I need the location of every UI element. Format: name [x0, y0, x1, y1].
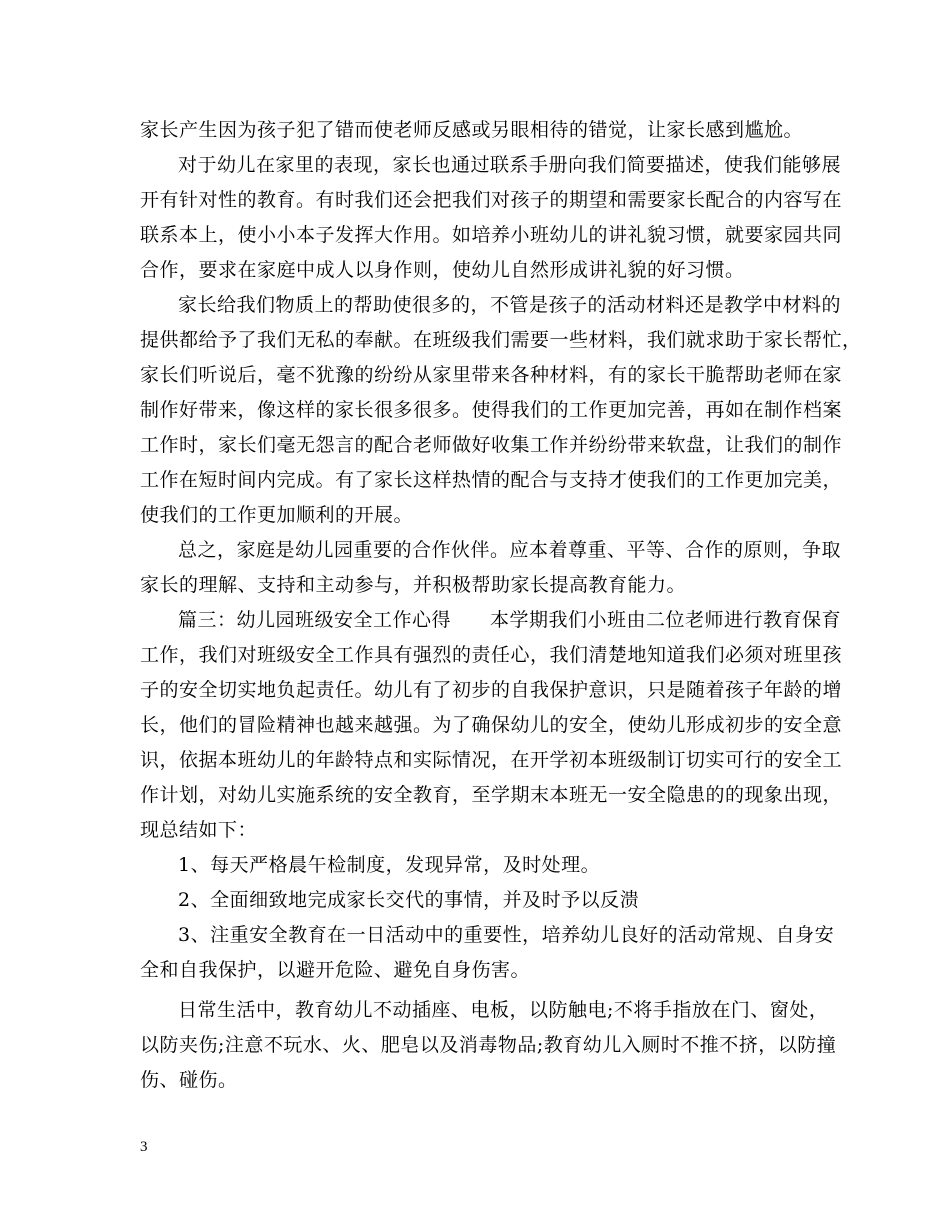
paragraph-line: 全和自我保护，以避开危险、避免自身伤害。	[140, 959, 531, 981]
paragraph-line: 现总结如下：	[140, 819, 258, 841]
list-item: 2、全面细致地完成家长交代的事情，并及时予以反溃	[178, 889, 640, 911]
paragraph-line: 日常生活中，教育幼儿不动插座、电板，以防触电;不将手指放在门、窗处，	[178, 999, 829, 1021]
paragraph-line: 篇三：幼儿园班级安全工作心得 本学期我们小班由二位老师进行教育保育	[178, 609, 842, 631]
paragraph-line: 识，依据本班幼儿的年龄特点和实际情况，在开学初本班级制订切实可行的安全工	[140, 749, 843, 771]
paragraph-line: 总之，家庭是幼儿园重要的合作伙伴。应本着尊重、平等、合作的原则，争取	[178, 539, 842, 561]
paragraph-line: 工作时，家长们毫无怨言的配合老师做好收集工作并纷纷带来软盘，让我们的制作	[140, 434, 843, 456]
paragraph-line: 以防夹伤;注意不玩水、火、肥皂以及消毒物品;教育幼儿入厕时不推不挤，以防撞	[140, 1034, 837, 1056]
paragraph-line: 工作在短时间内完成。有了家长这样热情的配合与支持才使我们的工作更加完美，	[140, 469, 843, 491]
paragraph-line: 长，他们的冒险精神也越来越强。为了确保幼儿的安全，使幼儿形成初步的安全意	[140, 714, 843, 736]
paragraph-line: 家长产生因为孩子犯了错而使老师反感或另眼相待的错觉，让家长感到尴尬。	[140, 119, 804, 141]
paragraph-line: 制作好带来，像这样的家长很多很多。使得我们的工作更加完善，再如在制作档案	[140, 399, 843, 421]
paragraph-line: 对于幼儿在家里的表现，家长也通过联系手册向我们简要描述，使我们能够展	[178, 154, 842, 176]
page-number: 3	[140, 1139, 148, 1155]
paragraph-line: 合作，要求在家庭中成人以身作则，使幼儿自然形成讲礼貌的好习惯。	[140, 259, 745, 281]
paragraph-line: 提供都给予了我们无私的奉献。在班级我们需要一些材料，我们就求助于家长帮忙，	[140, 329, 862, 351]
paragraph-line: 家长给我们物质上的帮助使很多的，不管是孩子的活动材料还是教学中材料的	[178, 294, 842, 316]
paragraph-line: 作计划，对幼儿实施系统的安全教育，至学期末本班无一安全隐患的的现象出现，	[140, 784, 843, 806]
paragraph-line: 开有针对性的教育。有时我们还会把我们对孩子的期望和需要家长配合的内容写在	[140, 189, 843, 211]
list-item: 1、每天严格晨午检制度，发现异常，及时处理。	[178, 854, 601, 876]
paragraph-line: 子的安全切实地负起责任。幼儿有了初步的自我保护意识，只是随着孩子年龄的增	[140, 679, 843, 701]
paragraph-line: 家长们听说后，毫不犹豫的纷纷从家里带来各种材料，有的家长干脆帮助老师在家	[140, 364, 843, 386]
paragraph-line: 工作，我们对班级安全工作具有强烈的责任心，我们清楚地知道我们必须对班里孩	[140, 644, 843, 666]
paragraph-line: 联系本上，使小小本子发挥大作用。如培养小班幼儿的讲礼貌习惯，就要家园共同	[140, 224, 843, 246]
list-item: 3、注重安全教育在一日活动中的重要性，培养幼儿良好的活动常规、自身安	[178, 924, 835, 946]
paragraph-line: 使我们的工作更加顺利的开展。	[140, 504, 414, 526]
paragraph-line: 伤、碰伤。	[140, 1069, 238, 1091]
paragraph-line: 家长的理解、支持和主动参与，并积极帮助家长提高教育能力。	[140, 574, 687, 596]
